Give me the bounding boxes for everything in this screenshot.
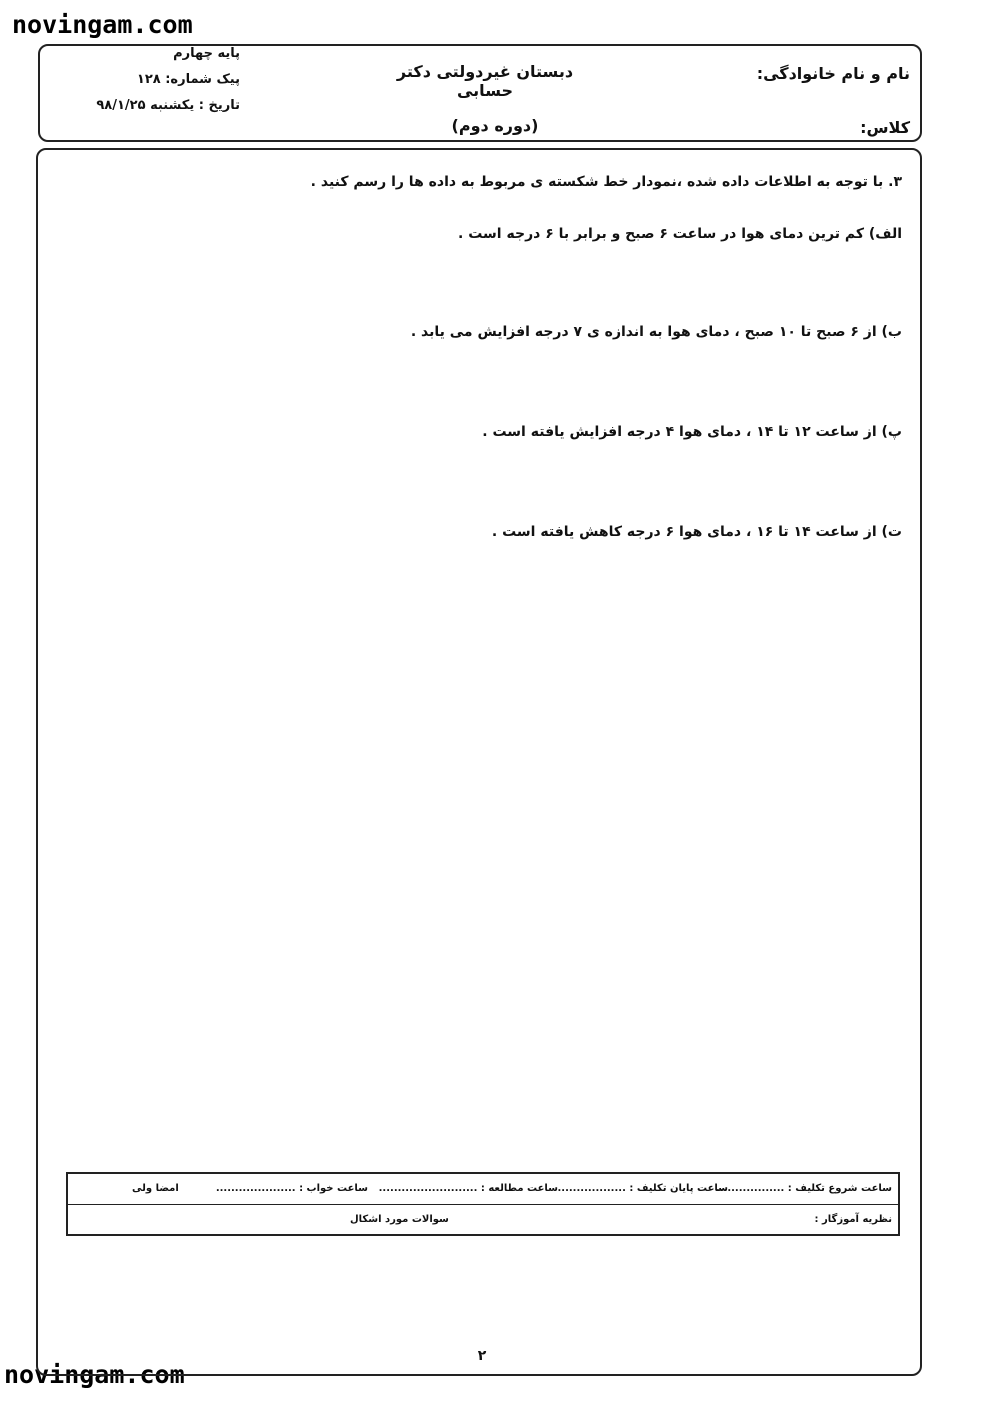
- question-item-te: ت) از ساعت ۱۴ تا ۱۶ ، دمای هوا ۶ درجه کاهش یافته است .: [491, 524, 902, 540]
- watermark-top: novingam.com: [12, 10, 193, 39]
- grade-label: پایه چهارم: [173, 46, 240, 61]
- name-label: نام و نام خانوادگی:: [756, 64, 910, 83]
- problem-questions-label: سوالات مورد اشکال: [350, 1214, 449, 1225]
- question-prompt: ۳. با توجه به اطلاعات داده شده ،نمودار خط شکسته ی مربوط به داده ها را رسم کنید .: [310, 174, 902, 190]
- start-time-field: ساعت شروع تکلیف : ..................: [715, 1183, 892, 1194]
- pack-number: پیک شماره: ۱۲۸: [136, 72, 240, 87]
- footer-divider: [68, 1204, 898, 1205]
- date-label: تاریخ : یکشنبه ۹۸/۱/۲۵: [96, 98, 240, 113]
- question-item-alef: الف) کم ترین دمای هوا در ساعت ۶ صبح و برابر با ۶ درجه است .: [458, 226, 902, 242]
- parent-signature-label: امضا ولی: [132, 1183, 179, 1194]
- end-time-field: ساعت پایان تکلیف : ..................: [557, 1183, 728, 1194]
- class-label: کلاس:: [860, 118, 910, 137]
- page-number: ۲: [477, 1348, 487, 1364]
- header-box: [38, 44, 922, 142]
- question-item-be: ب) از ۶ صبح تا ۱۰ صبح ، دمای هوا به اندازه ی ۷ درجه افزایش می یابد .: [410, 324, 902, 340]
- teacher-opinion-label: نظریه آموزگار :: [814, 1214, 892, 1225]
- school-name: دبستان غیردولتی دکتر حسابی: [396, 62, 574, 100]
- question-item-pe: پ) از ساعت ۱۲ تا ۱۴ ، دمای هوا ۴ درجه افزایش یافته است .: [482, 424, 902, 440]
- watermark-bottom: novingam.com: [4, 1360, 185, 1389]
- study-time-field: ساعت مطالعه : ..........................: [378, 1183, 558, 1194]
- sleep-time-field: ساعت خواب : .....................: [215, 1183, 368, 1194]
- footer-table: [66, 1172, 900, 1236]
- period-label: (دوره دوم): [451, 116, 539, 135]
